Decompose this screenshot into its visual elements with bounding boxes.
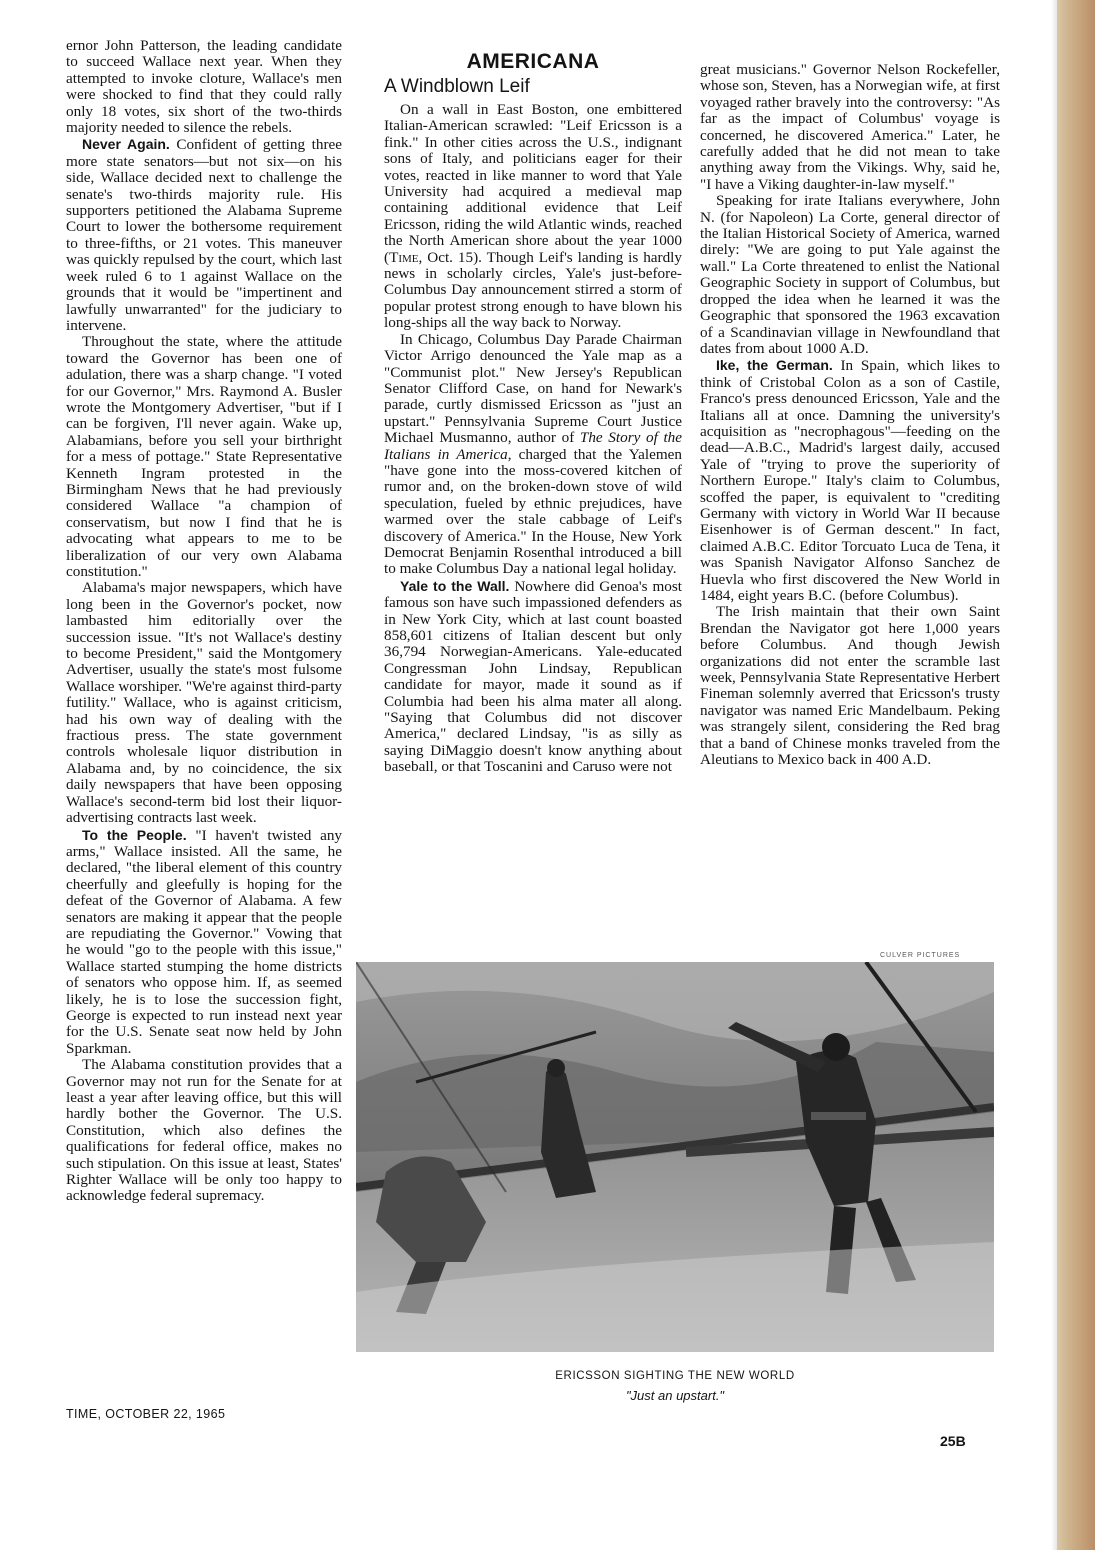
photo-caption-quote: "Just an upstart." bbox=[625, 1388, 725, 1403]
col3-paragraph-1: great musicians." Governor Nelson Rockefeller, whose son, Steven, has a Norwegian wife, at first voyaged rather bravely into the controversy: "As far as the impact of Columbus' voyage is concerned, he discovered America." Later, he carefully added that he did not mean to take anything away from the Vikings. Why, said he, "I have a Viking daughter-in-law myself." bbox=[700, 61, 1000, 193]
col2-paragraph-2: In Chicago, Columbus Day Parade Chairman Victor Arrigo denounced the Yale map as a "Communist plot." New Jersey's Republican Senator Clifford Case, on hand for Newark's parade, curtly dismissed Ericsson as "just an upstart." Pennsylvania Supreme Court Justice Michael Musmanno, author of The Story of the Italians in America, charged that the Yalemen "have gone into the moss-covered kitchen of rumor and, on the broken-down stove of wild speculation, fueled by ethnic prejudices, have warmed over the stale cabbage of Leif's discovery of America." In the House, New York Democrat Benjamin Rosenthal introduced a bill to make Columbus Day a national legal holiday. bbox=[384, 330, 682, 578]
ericsson-illustration bbox=[356, 962, 994, 1352]
time-reference: Time bbox=[389, 248, 419, 266]
photo-credit: CULVER PICTURES bbox=[880, 952, 961, 959]
column-3 bbox=[700, 62, 1000, 768]
col2-paragraph-1: On a wall in East Boston, one embittered Italian-American scrawled: "Leif Ericsson is a fink." In other cities across the U.S., indignant sons of Italy, and politicians eager for their votes, reacted in like manner to word that Yale University had acquired a medieval map containing additional evidence that Leif Ericsson, riding the wild Atlantic winds, reached the North American shore about the year 1000 (Time, Oct. 15). Though Leif's landing is hardly news in scholarly circles, Yale's just-before-Columbus Day announcement stirred a storm of popular protest strong enough to have blown his long-ships all the way back to Norway. bbox=[384, 101, 682, 332]
col1-paragraph-4: Alabama's major newspapers, which have long been in the Governor's pocket, now lambasted him editorially over the succession issue. "It's not Wallace's destiny to become President," said the Montgomery Advertiser, usually the state's most fulsome Wallace worshiper. "We're against third-party futility." Wallace, who is against criticism, had his own way of dealing with the fractious press. The state government controls wholesale liquor distribution in Alabama and, by no coincidence, the six daily newspapers that have been opposing Wallace's second-term bid lost their liquor-advertising contracts last week. bbox=[66, 579, 342, 827]
col3-paragraph-3: Ike, the German. In Spain, which likes to think of Cristobal Colon as a son of Castile, Franco's press denounced Ericsson, Yale and the Italians all at once. Damning the university's acquisition as "necrophagous"—feeding on the dead—A.B.C., Madrid's largest daily, accused Yale of "trying to prove the superiority of Northern Europe." Italy's claim to Columbus, scoffed the paper, is equivalent to "crediting Germany with victory in World War II because Eisenhower is of German descent." In fact, claimed A.B.C. Editor Torcuato Luca de Tena, it was Spanish Navigator Alfonso Sanchez de Huevla who first discovered the New World in 1484, eight years B.C. (before Columbus). bbox=[700, 357, 1000, 604]
column-1 bbox=[66, 38, 342, 1205]
col2-paragraph-3: Yale to the Wall. Nowhere did Genoa's most famous son have such impassioned defenders as in New York City, which at last count boasted 858,601 citizens of Italian descent but only 36,794 Norwegian-Americans. Yale-educated Congressman John Lindsay, Republican candidate for mayor, made it sound as if Columbia had been his alma mater all along. "Saying that Columbus did not discover America," declared Lindsay, "is as silly as saying DiMaggio doesn't know anything about baseball, or that Toscanini and Caruso were not bbox=[384, 577, 682, 776]
ericsson-photo bbox=[356, 962, 994, 1352]
column-2 bbox=[384, 50, 682, 776]
col1-paragraph-5: To the People. "I haven't twisted any arms," Wallace insisted. All the same, he declared, "the liberal element of this country cheerfully and gleefully is hoping for the defeat of the Governor of Alabama. A few senators are making it appear that the people are repudiating the Governor." Vowing that he would "go to the people with this issue," Wallace started stumping the home districts of senators who oppose him. If, as seemed likely, he is to lose the succession fight, George is expected to run instead next year for the U.S. Senate seat now held by John Sparkman. bbox=[66, 826, 343, 1057]
subhead-never-again: Never Again. bbox=[82, 136, 170, 153]
book-title: The Story of the Italians in America bbox=[384, 429, 682, 463]
subhead-yale-to-the-wall: Yale to the Wall. bbox=[400, 577, 510, 594]
section-title: AMERICANA bbox=[466, 50, 600, 73]
col3-paragraph-4: The Irish maintain that their own Saint Brendan the Navigator got here 1,000 years before Columbus. And though Jewish organizations did not enter the scramble last week, Pennsylvania State Representative Herbert Fineman solemnly averred that Ericsson's trusty navigator was named Eric Mandelbaum. Peking was strangely silent, considering the Red brag that a band of Chinese monks traveled from the Aleutians to Mexico back in 400 A.D. bbox=[700, 603, 1000, 769]
page-number: 25B bbox=[940, 1433, 966, 1449]
col1-paragraph-2: Never Again. Confident of getting three more state senators—but not six—on his side, Wallace decided next to challenge the senate's two-thirds majority rule. His supporters petitioned the Alabama Supreme Court to lower the bothersome requirement to three-fifths, or 21 votes. This maneuver was quickly repulsed by the court, which last week ruled 6 to 1 against Wallace on the grounds that it would be "impertinent and lawfully unwarranted" for the judiciary to intervene. bbox=[66, 136, 342, 334]
col3-paragraph-2: Speaking for irate Italians everywhere, John N. (for Napoleon) La Corte, general director of the Italian Historical Society of America, warned direly: "We are going to put Yale against the wall." La Corte threatened to enlist the National Geographic Society in support of Columbus, but dropped the idea when he learned it was the Geographic that sponsored the 1963 excavation of a Scandinavian village in Newfoundland that dates from about 1000 A.D. bbox=[700, 192, 1000, 357]
col1-paragraph-1: ernor John Patterson, the leading candidate to succeed Wallace next year. When they attempted to invoke cloture, Wallace's men were shocked to find that they could rally only 18 votes, six short of the two-thirds majority needed to silence the rebels. bbox=[66, 37, 342, 137]
subhead-ike-the-german: Ike, the German. bbox=[716, 357, 833, 374]
col1-paragraph-3: Throughout the state, where the attitude toward the Governor has been one of adulation, there was a sharp change. "I voted for our Governor," Mrs. Raymond A. Busler wrote the Montgomery Advertiser, "but if I can be forgiven, I'll never again. Wake up, Alabamians, before you sell your birthright for a mess of pottage." State Representative Kenneth Ingram protested in the Birmingham News that he had previously considered Wallace "a champion of conservatism, but now I find that he is advocating what appears to me to be liberalization of our very own Alabama constitution." bbox=[66, 333, 342, 580]
story-headline: A Windblown Leif bbox=[384, 76, 530, 97]
photo-caption-title: ERICSSON SIGHTING THE NEW WORLD bbox=[555, 1370, 795, 1382]
subhead-to-the-people: To the People. bbox=[82, 826, 187, 843]
page-edge bbox=[1057, 0, 1095, 1550]
col1-paragraph-6: The Alabama constitution provides that a Governor may not run for the Senate for at least a year after leaving office, but this will hardly bother the Governor. The U.S. Constitution, which also defines the qualifications for federal office, makes no such stipulation. On this issue at least, States' Righter Wallace will be only too happy to acknowledge federal supremacy. bbox=[66, 1056, 342, 1205]
issue-date: TIME, OCTOBER 22, 1965 bbox=[66, 1407, 226, 1421]
